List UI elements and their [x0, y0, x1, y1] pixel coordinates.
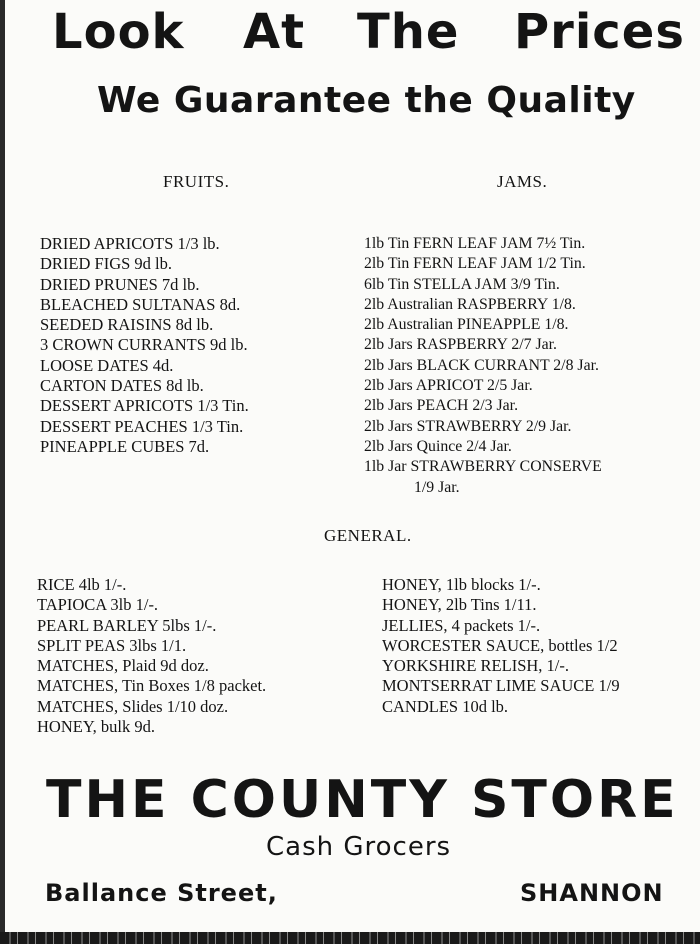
list-item: MATCHES, Tin Boxes 1/8 packet.	[37, 676, 267, 696]
list-item: DESSERT APRICOTS 1/3 Tin.	[40, 396, 249, 416]
list-item: HONEY, 2lb Tins 1/11.	[382, 595, 537, 615]
list-item: MATCHES, Plaid 9d doz.	[37, 656, 209, 676]
jams-list	[364, 234, 602, 498]
list-item: 1/9 Jar.	[414, 478, 460, 496]
store-address: Ballance Street,	[45, 879, 278, 907]
list-item: WORCESTER SAUCE, bottles 1/2	[382, 635, 618, 655]
list-item: 2lb Jars APRICOT 2/5 Jar.	[364, 377, 533, 395]
list-item: 1lb Jar STRAWBERRY CONSERVE	[364, 458, 602, 476]
store-town: SHANNON	[520, 879, 664, 907]
list-item: BLEACHED SULTANAS 8d.	[40, 294, 241, 314]
list-item: 2lb Australian RASPBERRY 1/8.	[364, 295, 576, 313]
list-item: SEEDED RAISINS 8d lb.	[40, 315, 214, 335]
list-item: PINEAPPLE CUBES 7d.	[40, 436, 210, 456]
list-item: 2lb Tin FERN LEAF JAM 1/2 Tin.	[364, 255, 586, 273]
list-item: RICE 4lb 1/-.	[37, 575, 127, 594]
list-item: MONTSERRAT LIME SAUCE 1/9	[382, 676, 620, 696]
headline-word-prices: Prices	[514, 4, 685, 60]
list-item: HONEY, 1lb blocks 1/-.	[382, 575, 541, 594]
list-item: JELLIES, 4 packets 1/-.	[382, 615, 541, 635]
list-item: CARTON DATES 8d lb.	[40, 376, 204, 396]
left-border-rule	[0, 0, 5, 944]
fruits-list	[40, 234, 249, 457]
headline-word-at: At	[243, 4, 306, 60]
bottom-border-rule	[0, 932, 700, 944]
list-item: 2lb Jars BLACK CURRANT 2/8 Jar.	[364, 356, 599, 374]
general-heading: GENERAL.	[324, 526, 412, 545]
general-list-right	[382, 575, 700, 717]
list-item: LOOSE DATES 4d.	[40, 355, 174, 375]
store-name: THE COUNTY STORE	[46, 770, 679, 830]
list-item: TAPIOCA 3lb 1/-.	[37, 595, 159, 615]
list-item: 1lb Tin FERN LEAF JAM 7½ Tin.	[364, 235, 586, 252]
general-list-left	[37, 575, 266, 737]
list-item: 2lb Jars Quince 2/4 Jar.	[364, 437, 512, 455]
list-item: 2lb Australian PINEAPPLE 1/8.	[364, 316, 569, 334]
headline-word-the: The	[357, 4, 460, 60]
list-item: 2lb Jars STRAWBERRY 2/9 Jar.	[364, 417, 572, 435]
list-item: MATCHES, Slides 1/10 doz.	[37, 696, 229, 716]
list-item: DRIED FIGS 9d lb.	[40, 254, 173, 274]
jams-heading: JAMS.	[497, 172, 548, 191]
list-item: SPLIT PEAS 3lbs 1/1.	[37, 635, 187, 655]
subheadline: We Guarantee the Quality	[97, 80, 636, 121]
store-tagline: Cash Grocers	[266, 832, 452, 862]
list-item: DESSERT PEACHES 1/3 Tin.	[40, 416, 244, 436]
list-item: DRIED APRICOTS 1/3 lb.	[40, 234, 220, 253]
list-item: YORKSHIRE RELISH, 1/-.	[382, 656, 570, 676]
list-item: DRIED PRUNES 7d lb.	[40, 274, 200, 294]
fruits-heading: FRUITS.	[163, 172, 230, 191]
list-item: 6lb Tin STELLA JAM 3/9 Tin.	[364, 275, 560, 293]
headline-word-look: Look	[52, 4, 185, 60]
list-item: 2lb Jars PEACH 2/3 Jar.	[364, 397, 519, 415]
list-item: 3 CROWN CURRANTS 9d lb.	[40, 335, 248, 355]
list-item: PEARL BARLEY 5lbs 1/-.	[37, 615, 217, 635]
list-item: HONEY, bulk 9d.	[37, 717, 155, 737]
list-item: CANDLES 10d lb.	[382, 696, 509, 716]
list-item: 2lb Jars RASPBERRY 2/7 Jar.	[364, 336, 557, 354]
